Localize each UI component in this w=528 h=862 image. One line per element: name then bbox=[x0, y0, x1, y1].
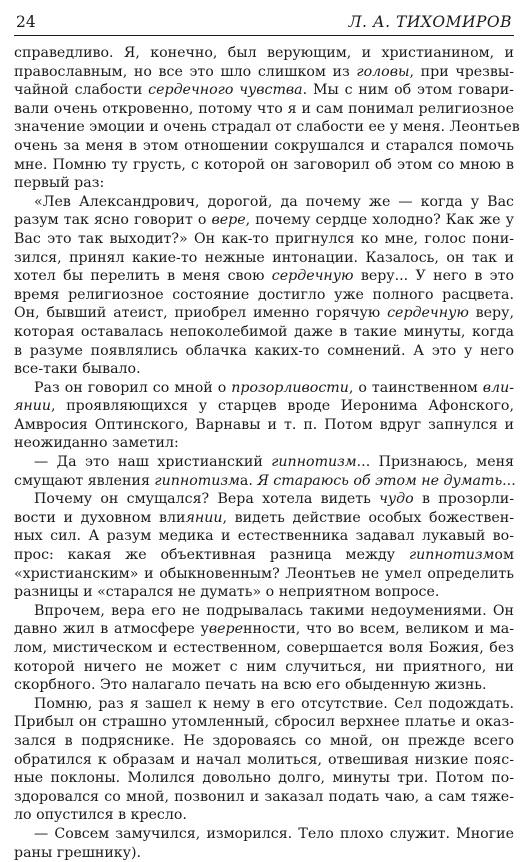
text-line: вости и духовном влиянии, видеть действие особых божествен- bbox=[14, 509, 514, 526]
text-line: время религиозное состояние достигло уже полного расцвета. bbox=[14, 286, 514, 303]
paragraph bbox=[14, 602, 514, 695]
text-line: Он, бывший атеист, приобрел именно горячую сердечную веру, bbox=[14, 305, 514, 322]
text-line: Амвросия Оптинского, Варнавы и т. п. Потом вдруг запнулся и bbox=[14, 416, 514, 433]
text-line: Помню, раз я зашел к нему в его отсутствие. Сел подождать. bbox=[34, 695, 514, 712]
text-line: справедливо. Я, конечно, был верующим, и христианином, и bbox=[14, 45, 514, 61]
body-text bbox=[14, 44, 520, 862]
paragraph bbox=[14, 453, 514, 490]
text-line: — Да это наш христианский гипнотизм... Признаюсь, меня bbox=[34, 454, 515, 471]
text-line: мне. Помню ту грусть, с которой он заговорил об этом со мною в bbox=[14, 156, 514, 173]
text-line: янии, проявляющихся у старцев вроде Иеронима Афонского, bbox=[14, 398, 514, 415]
text-line: зался в подряснике. Не здороваясь со мной, он прежде всего bbox=[14, 732, 514, 749]
text-line: хотел бы перелить в меня свою сердечную веру... У него в это bbox=[14, 268, 514, 285]
paragraph bbox=[14, 825, 514, 862]
text-line: зился, принял какие-то нежные интонации. Казалось, он так и bbox=[14, 249, 514, 266]
text-line: прос: какая же объективная разница между гипнотизмом bbox=[14, 547, 514, 564]
text-line: раны грешнику). bbox=[14, 844, 142, 861]
text-line: в разуме появлялись облачка каких-то сомнений. А это у него bbox=[14, 342, 514, 359]
paragraph bbox=[14, 193, 514, 379]
paragraph bbox=[14, 490, 514, 602]
text-line: первый раз: bbox=[14, 175, 105, 192]
text-line: ных сил. А разум медика и естественника задавал лукавый во- bbox=[14, 528, 514, 545]
text-line: давно жил в атмосфере уверенности, что во всем, великом и ма- bbox=[14, 621, 514, 638]
text-line: значение эмоции и очень страдал от слабости ее у меня. Леонтьев bbox=[14, 119, 520, 136]
text-line: ные поклоны. Молился довольно долго, минуты три. Потом по- bbox=[14, 770, 514, 787]
paragraph bbox=[14, 379, 514, 453]
text-line: разум так ясно говорит о вере, почему сердце холодно? Как же у bbox=[14, 212, 514, 229]
text-line: чайной слабости сердечного чувства. Мы с ним об этом говари- bbox=[14, 82, 514, 99]
text-line: ло опустился в кресло. bbox=[14, 807, 187, 824]
text-line: все-таки бывало. bbox=[14, 361, 141, 378]
text-line: лом, мистическом и естественном, совершается воля Божия, без bbox=[14, 640, 514, 656]
paragraph bbox=[14, 44, 520, 193]
text-line: обратился к образам и начал молиться, отвешивая низкие пояс- bbox=[14, 751, 514, 768]
text-line: Раз он говорил со мной о прозорливости, о таинственном вли- bbox=[34, 379, 515, 396]
page-header bbox=[14, 12, 514, 36]
page-number: 24 bbox=[16, 13, 36, 31]
paragraph bbox=[14, 695, 514, 825]
text-line: смущают явления гипнотизма. Я стараюсь об этом не думать... bbox=[14, 472, 516, 489]
text-line: очень за меня в этом отношении сокрушался и старался помочь bbox=[14, 137, 514, 154]
text-line: Вас это так выходит?» Он как-то пригнулся ко мне, голос пони- bbox=[14, 230, 514, 247]
text-line: — Совсем замучился, изморился. Тело плохо служит. Многие bbox=[34, 825, 514, 842]
text-line: Почему он смущался? Вера хотела видеть чудо в прозорли- bbox=[34, 491, 514, 508]
text-line: «христианским» и обыкновенным? Леонтьев не умел определить bbox=[14, 565, 514, 582]
text-line: «Лев Александрович, дорогой, да почему же — когда у Вас bbox=[34, 193, 514, 210]
text-line: здоровался со мной, позвонил и заказал подать чаю, а сам тяже- bbox=[14, 788, 514, 805]
text-line: православным, но все это шло слишком из головы, при чрезвы- bbox=[14, 63, 514, 80]
text-line: Прибыл он страшно утомленный, сбросил верхнее платье и оказ- bbox=[14, 714, 514, 731]
text-line: которой ничего не может с ним случиться, ни приятного, ни bbox=[14, 658, 514, 675]
running-title: Л. А. ТИХОМИРОВ bbox=[348, 13, 512, 31]
text-line: неожиданно заметил: bbox=[14, 435, 179, 452]
text-line: вали очень откровенно, потому что я и сам понимал религиозное bbox=[14, 100, 514, 117]
text-line: скорбного. Это налагало печать на всю его обыденную жизнь. bbox=[14, 677, 487, 694]
text-line: разницы и «старался не думать» о неприятном вопросе. bbox=[14, 584, 440, 601]
text-line: Впрочем, вера его не подрывалась такими недоумениями. Он bbox=[34, 602, 514, 619]
text-line: которая оставалась непоколебимой даже в такие минуты, когда bbox=[14, 323, 514, 340]
